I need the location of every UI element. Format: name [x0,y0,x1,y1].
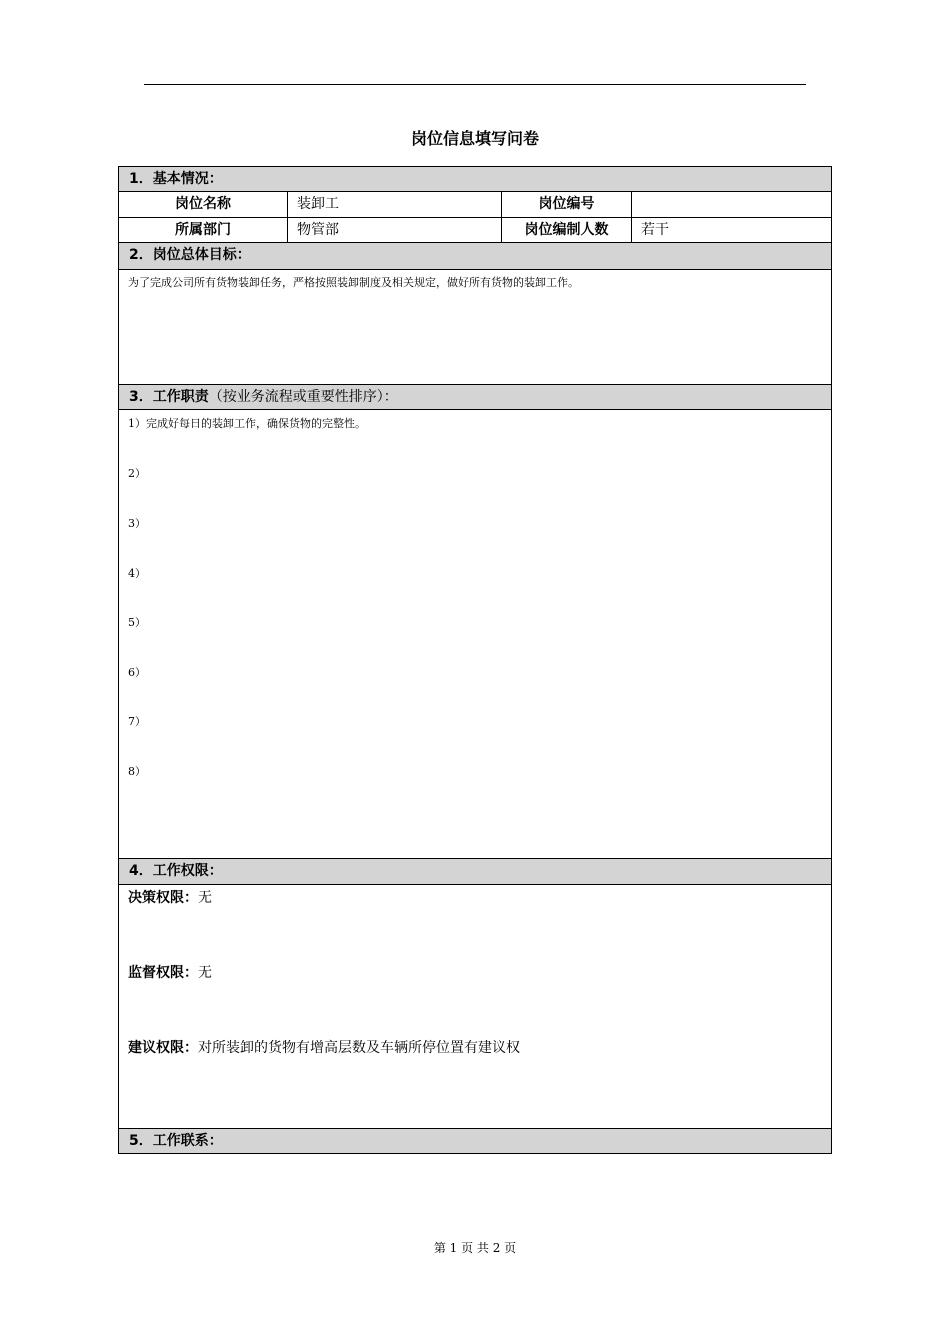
duty-item: 3） [128,517,146,530]
duties-heading-note: （按业务流程或重要性排序）： [208,389,398,405]
section-basic-heading: 1．基本情况： [119,167,831,192]
duty-item: 7） [128,715,146,728]
authority-area[interactable] [119,885,831,1128]
section-contacts-heading: 5．工作联系： [119,1128,831,1153]
suggestion-authority-value: 对所装卸的货物有增高层数及车辆所停位置有建议权 [198,1040,520,1056]
section-duties-heading [119,384,831,410]
goal-text: 为了完成公司所有货物装卸任务，严格按照装卸制度及相关规定，做好所有货物的装卸工作。 [128,276,579,289]
duty-item: 8） [128,765,146,778]
department-label: 所属部门 [175,222,231,238]
supervision-authority [128,962,212,982]
goal-area[interactable] [119,270,831,384]
supervision-authority-value: 无 [198,965,212,981]
questionnaire-form [118,166,832,1154]
headcount-field[interactable]: 若干 [631,218,831,242]
supervision-authority-label: 监督权限： [128,965,198,981]
section-authority-heading: 4．工作权限： [119,858,831,885]
headcount-label: 岗位编制人数 [501,218,631,242]
page-title: 岗位信息填写问卷 [410,129,539,148]
decision-authority-value: 无 [198,890,212,906]
duties-heading-text: 3．工作职责 [129,389,209,405]
duty-item: 6） [128,666,146,679]
position-name-field[interactable]: 装卸工 [287,192,501,217]
duty-item: 1）完成好每日的装卸工作，确保货物的完整性。 [128,417,366,430]
header-rule [144,84,806,85]
duty-item: 2） [128,467,146,480]
duty-item: 5） [128,616,146,629]
decision-authority [128,887,212,907]
section-goal-heading: 2．岗位总体目标： [119,243,831,270]
basic-row-2 [119,218,831,243]
suggestion-authority-label: 建议权限： [128,1040,198,1056]
position-name-label: 岗位名称 [175,196,231,212]
position-code-field[interactable] [631,192,831,217]
duty-item: 4） [128,567,146,580]
department-field[interactable]: 物管部 [287,218,501,242]
duties-area[interactable] [119,410,831,858]
page-footer: 第 1 页 共 2 页 [433,1241,517,1255]
basic-row-1 [119,192,831,218]
position-code-label: 岗位编号 [501,192,631,217]
decision-authority-label: 决策权限： [128,890,198,906]
suggestion-authority [128,1037,520,1057]
